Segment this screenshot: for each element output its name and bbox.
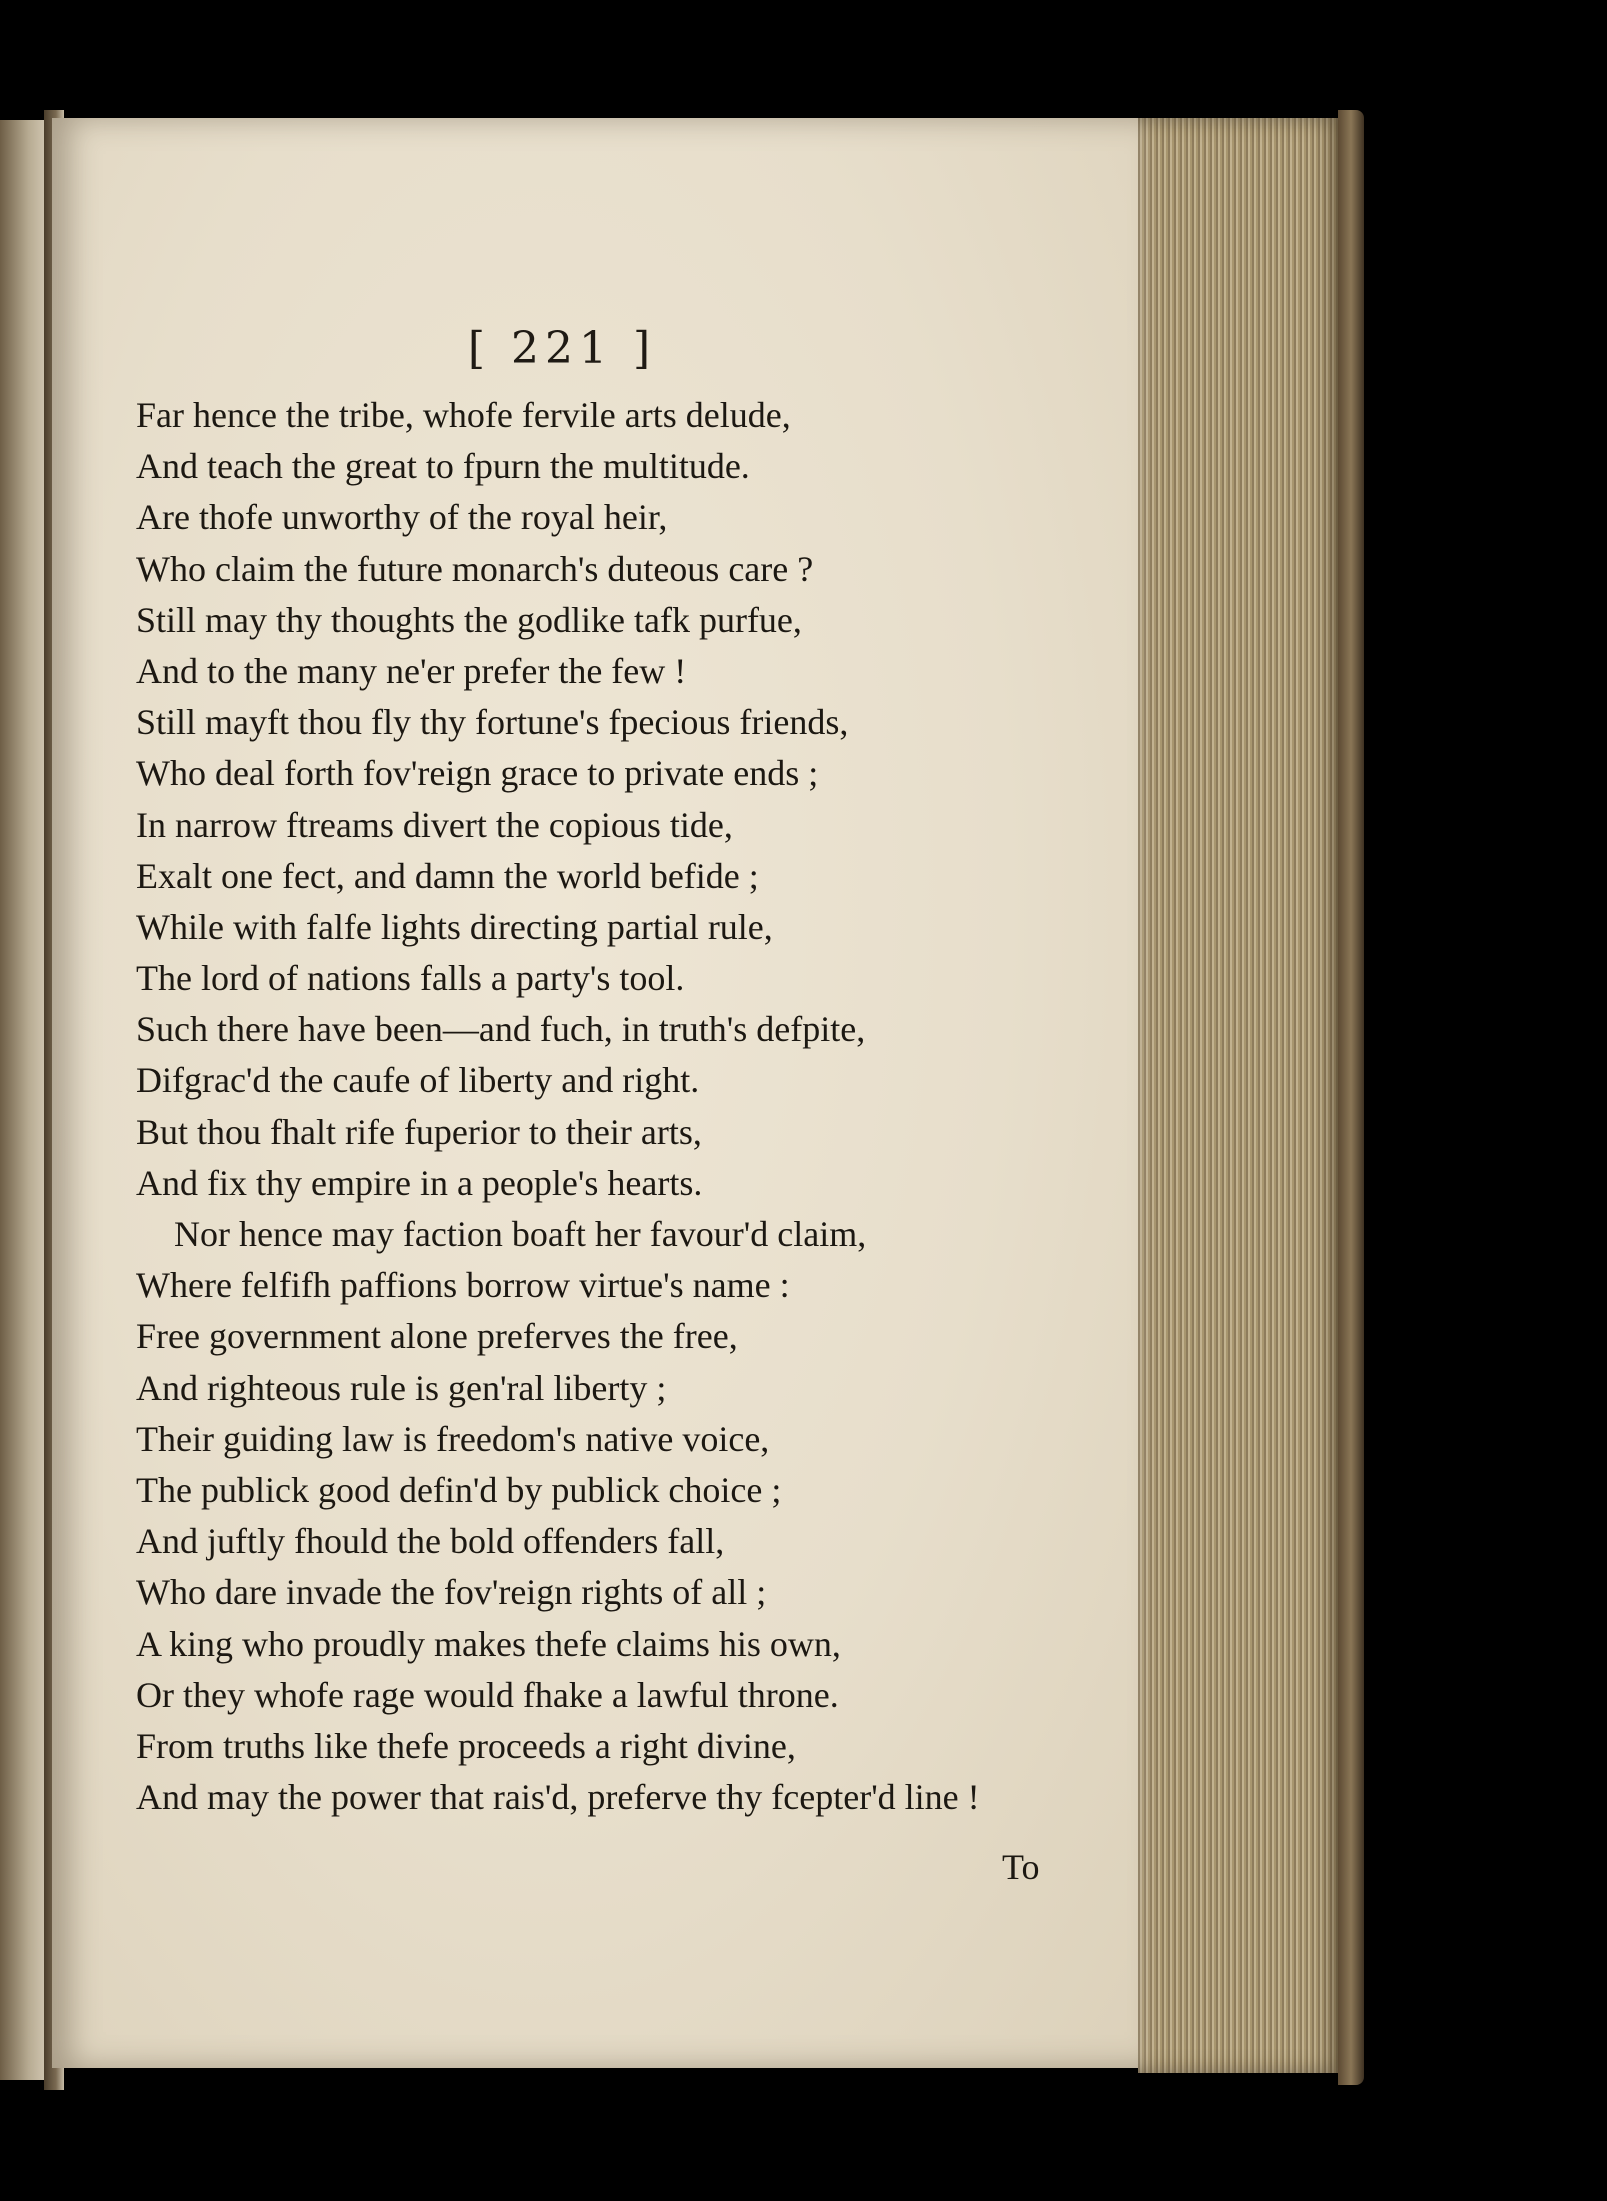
verse-line: Still may thy thoughts the godlike tafk purfue, bbox=[136, 599, 802, 640]
verse-line: And teach the great to fpurn the multitude. bbox=[136, 446, 750, 487]
verse-line: In narrow ftreams divert the copious tide, bbox=[136, 804, 733, 845]
verse-line: Difgrac'd the caufe of liberty and right. bbox=[136, 1060, 700, 1101]
verse-line: But thou fhalt rife fuperior to their arts, bbox=[136, 1111, 702, 1152]
verse-line: Or they whofe rage would fhake a lawful throne. bbox=[136, 1674, 839, 1715]
verse-line: The lord of nations falls a party's tool. bbox=[136, 958, 685, 999]
verse-line: And may the power that rais'd, preferve thy fcepter'd line ! bbox=[136, 1777, 980, 1818]
book-page bbox=[52, 118, 1142, 2068]
verse-line: Who claim the future monarch's duteous care ? bbox=[136, 548, 814, 589]
verse-line: Are thofe unworthy of the royal heir, bbox=[136, 497, 668, 538]
verse-line: Still mayft thou fly thy fortune's fpecious friends, bbox=[136, 702, 849, 743]
catchword: To bbox=[1002, 1847, 1040, 1887]
verse-line: Where felfifh paffions borrow virtue's name : bbox=[136, 1265, 790, 1306]
verse-line: While with falfe lights directing partial rule, bbox=[136, 906, 773, 947]
verse-line: Nor hence may faction boaft her favour'd claim, bbox=[174, 1214, 867, 1254]
verse-line: And to the many ne'er prefer the few ! bbox=[136, 650, 687, 691]
verse-line: Exalt one fect, and damn the world befide ; bbox=[136, 855, 759, 896]
verse-line: Such there have been—and fuch, in truth's defpite, bbox=[136, 1009, 866, 1050]
book-cover-edge bbox=[1338, 110, 1364, 2085]
verse-line: Who dare invade the fov'reign rights of all ; bbox=[136, 1572, 767, 1613]
poem-text bbox=[136, 390, 1066, 1823]
verse-line: Far hence the tribe, whofe fervile arts delude, bbox=[136, 395, 791, 435]
verse-line: Their guiding law is freedom's native voice, bbox=[136, 1418, 770, 1459]
page-edges bbox=[1138, 118, 1343, 2073]
verse-line: And fix thy empire in a people's hearts. bbox=[136, 1162, 703, 1203]
verse-line: Free government alone preferves the free, bbox=[136, 1316, 738, 1357]
verse-line: And righteous rule is gen'ral liberty ; bbox=[136, 1367, 667, 1408]
verse-line: A king who proudly makes thefe claims his own, bbox=[136, 1623, 841, 1664]
verse-line: From truths like thefe proceeds a right divine, bbox=[136, 1725, 796, 1766]
verse-line: The publick good defin'd by publick choice ; bbox=[136, 1469, 782, 1510]
page-number-header: [ 221 ] bbox=[467, 323, 657, 374]
verse-line: And juftly fhould the bold offenders fall, bbox=[136, 1521, 725, 1562]
verse-line: Who deal forth fov'reign grace to private ends ; bbox=[136, 753, 819, 794]
